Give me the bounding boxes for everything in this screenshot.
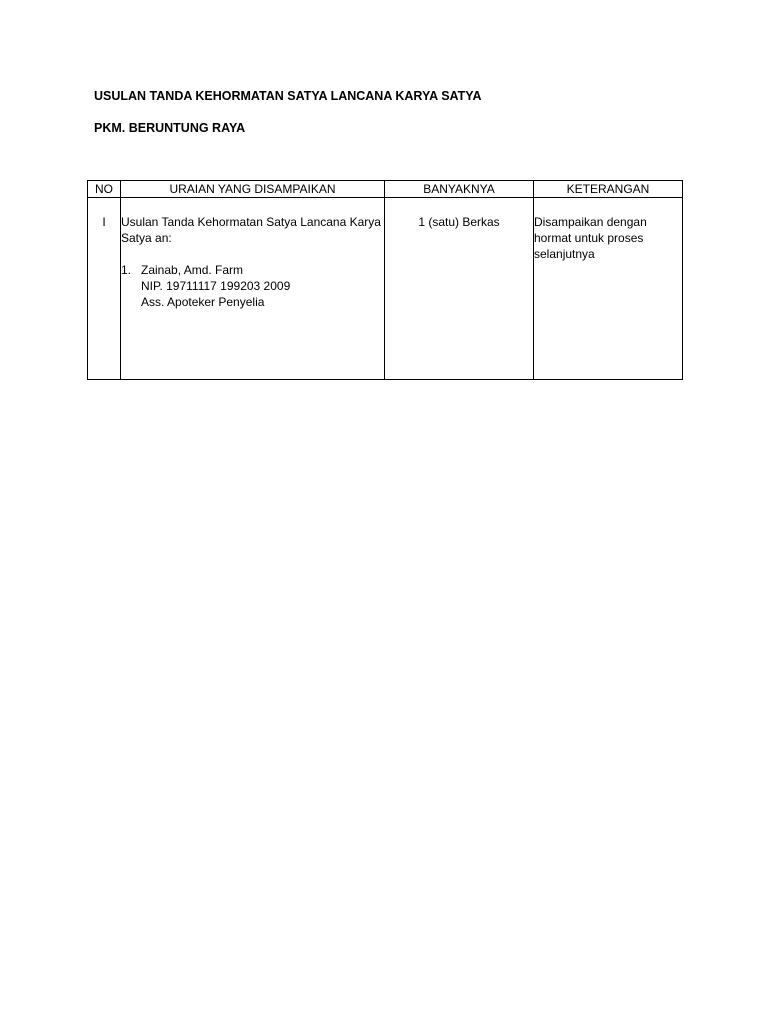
table-row (88, 198, 683, 380)
header-description: URAIAN YANG DISAMPAIKAN (121, 181, 385, 198)
table-header-row (88, 181, 683, 198)
nominee-number: 1. (121, 263, 132, 277)
nominee-item (121, 262, 384, 310)
document-subtitle: PKM. BERUNTUNG RAYA (94, 121, 246, 135)
row-remarks (534, 198, 683, 380)
nominee-nip: NIP. 19711117 199203 2009 (141, 279, 291, 293)
nominee-details (141, 262, 384, 310)
row-description (121, 198, 385, 380)
nominee-name: Zainab, Amd. Farm (141, 263, 244, 277)
header-remarks: KETERANGAN (534, 181, 683, 198)
row-quantity: 1 (satu) Berkas (385, 198, 534, 380)
nominee-position: Ass. Apoteker Penyelia (141, 295, 265, 309)
description-intro: Usulan Tanda Kehormatan Satya Lancana Karya Satya an: (121, 215, 381, 245)
header-no: NO (88, 181, 121, 198)
remarks-text: Disampaikan dengan hormat untuk proses selanjutnya (534, 215, 647, 261)
row-number: I (88, 198, 121, 380)
submission-table (87, 180, 683, 380)
document-title: USULAN TANDA KEHORMATAN SATYA LANCANA KARYA SATYA (94, 89, 482, 103)
header-quantity: BANYAKNYA (385, 181, 534, 198)
